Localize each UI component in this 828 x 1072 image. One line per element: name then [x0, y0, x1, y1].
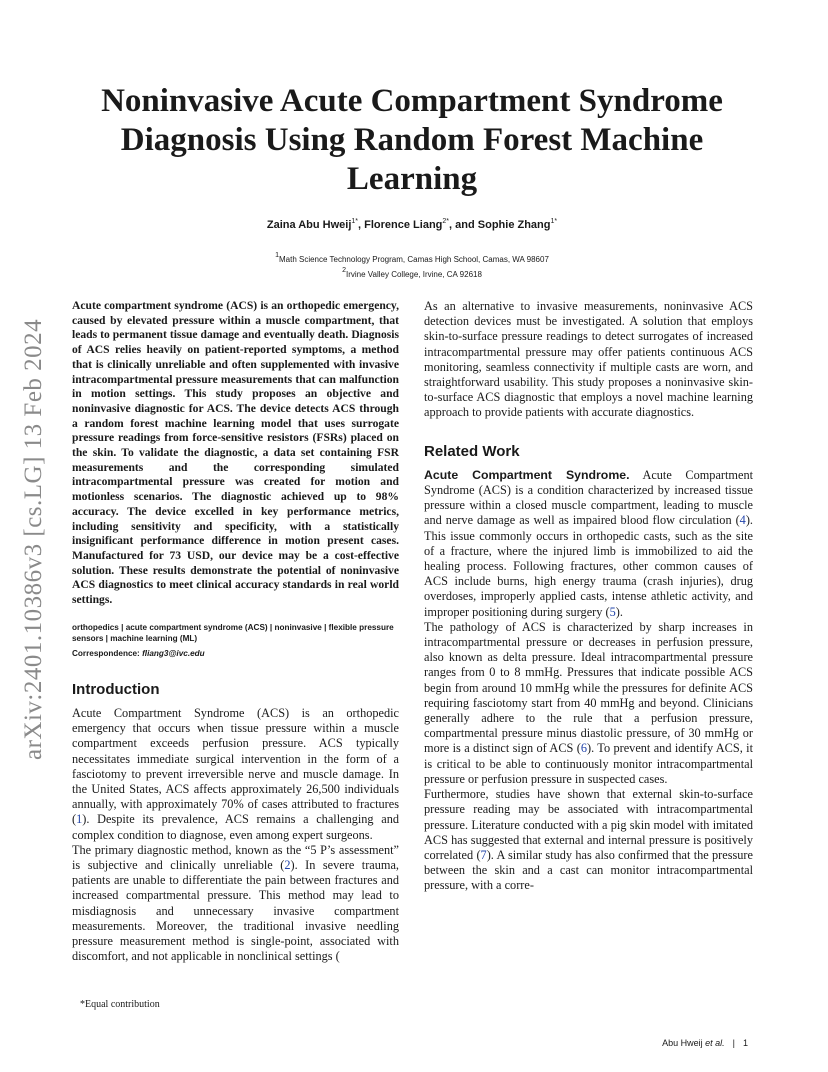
- author-mark: 1*: [351, 218, 359, 225]
- related-work-paragraph: Acute Compartment Syndrome. Acute Compartment Syndrome (ACS) is a condition characterized by increased tissue pressure within a closed muscle compartment, leading to muscle and nerve damage as well as impaired blood flow circulation (4). This issue commonly occurs in orthopedic casts, such as the site of a fracture, where the injured limb is immobilized to aid the healing process. Following fractures, other common causes of ACS include burns, high energy trauma (crash injuries), drug overdoses, improperly applied casts, intense athletic activity, and improper positioning during surgery (5).: [424, 467, 754, 619]
- right-column: [424, 299, 753, 894]
- citation-link[interactable]: 2: [284, 858, 291, 872]
- abstract: Acute compartment syndrome (ACS) is an orthopedic emergency, caused by elevated pressure within a muscle compartment, that leads to permanent tissue damage and eventually death. Diagnosis of ACS relies heavily on patient-reported symptoms, a method that is clinically unreliable and often supplemented with invasive intracompartmental pressure measurements that can malfunction in motion settings. This study proposes an objective and noninvasive diagnostic for ACS. The device detects ACS through a random forest machine learning model that uses surrogate pressure readings from force-sensitive resistors (FSRs) placed on the skin. To validate the diagnostic, a data set containing FSR measurements and the corresponding simulated intracompartmental pressure was created for motion and motionless scenarios. The diagnostic achieved up to 98% accuracy. The device excelled in key performance metrics, including sensitivity and specificity, with a statistically insignificant performance difference in motion present cases. Manufactured for 73 USD, our device may be a cost-effective solution. These results demonstrate the potential of noninvasive ACS diagnostics to meet clinical accuracy standards in real world settings.: [72, 299, 399, 607]
- left-column: [72, 299, 399, 964]
- correspondence-email[interactable]: fliang3@ivc.edu: [142, 648, 205, 658]
- page-footer: Abu Hweij et al. | 1: [662, 1038, 748, 1048]
- citation-link[interactable]: 6: [580, 741, 587, 756]
- citation-link[interactable]: 5: [609, 604, 616, 619]
- related-work-paragraph: The pathology of ACS is characterized by sharp increases in intracompartmental pressure or decreases in perfusion pressure, also known as delta pressure. Ideal intracompartmental pressure ranges from 0 to 8 mmHg. Pressures that indicate possible ACS begin from around 10 mmHg while the pressures for definite ACS requiring fasciotomy start from 40 mmHg and beyond. Clinicians generally adhere to the rule that a perfusion pressure, compartmental pressure minus diastolic pressure, of 30 mmHg or more is a distinct sign of ACS (6). To prevent and identify ACS, it is critical to be able to continuously monitor intracompartmental pressure or perfusion pressure in suspected cases.: [424, 619, 753, 786]
- author-mark: 2*: [442, 218, 450, 225]
- citation-link[interactable]: 7: [480, 847, 487, 862]
- paragraph-heading: Acute Compartment Syndrome.: [424, 467, 630, 482]
- related-work-paragraph: Furthermore, studies have shown that external skin-to-surface pressure reading may be associated with intracompartmental pressure. Literature conducted with a pig skin model with imitated ACS has suggested that external and internal pressure is positively correlated (7). A similar study has also confirmed that the pressure between the skin and a cast can monitor intracompartmental pressure, with a corre-: [424, 787, 753, 893]
- keywords: orthopedics | acute compartment syndrome (ACS) | noninvasive | flexible pressure sensors | machine learning (ML): [72, 622, 394, 643]
- citation-link[interactable]: 1: [76, 812, 83, 827]
- correspondence: Correspondence: fliang3@ivc.edu: [72, 648, 205, 658]
- intro-paragraph: The primary diagnostic method, known as the “5 P’s assessment” is subjective and clinically unreliable (2). In severe trauma, patients are unable to differentiate the pain between fractures and increased compartmental pressure. This method may lead to misdiagnosis and unnecessary invasive compartment measurements. Moreover, the traditional invasive needling pressure measurement method is single-point, associated with discomfort, and not applicable in nonclinical settings (: [72, 842, 399, 964]
- author-list: Zaina Abu Hweij$^{1*}$, Florence Liang$^{2*}$, and Sophie Zhang$^{1*}$: [266, 218, 558, 231]
- affiliations: [72, 250, 752, 280]
- author-name: Florence Liang: [364, 219, 443, 231]
- footnote: *Equal contribution: [80, 999, 160, 1010]
- author-mark: 1*: [550, 218, 558, 225]
- citation-link[interactable]: 4: [739, 513, 746, 528]
- intro-paragraph: As an alternative to invasive measurements, noninvasive ACS detection devices must be investigated. A solution that employs skin-to-surface pressure readings to detect surrogates of increased intracompartmental pressure may offer patients continuous ACS monitoring, seamless connectivity if multiple casts are worn, and straightforward usability. This study proposes a noninvasive skin-to-surface ACS diagnostic that employs a novel machine learning approach to provide patients with accurate diagnostics.: [424, 299, 753, 420]
- author-name: Zaina Abu Hweij: [266, 219, 352, 231]
- arxiv-identifier: arXiv:2401.10386v3 [cs.LG] 13 Feb 2024: [20, 318, 47, 760]
- paper-title: Noninvasive Acute Compartment Syndrome Diagnosis Using Random Forest Machine Learning: [101, 83, 723, 197]
- affiliation-line: $^2$Irvine Valley College, Irvine, CA 92618: [342, 267, 482, 279]
- author-name: Sophie Zhang: [477, 219, 551, 231]
- intro-paragraph: Acute Compartment Syndrome (ACS) is an orthopedic emergency that occurs when tissue pressure within a muscle compartment exceeds perfusion pressure. ACS typically necessitates immediate surgical intervention in the form of a fasciotomy to prevent irreversible nerve and muscle damage. In the United States, ACS affects approximately 26,500 individuals annually, with approximately 70% of cases attributed to fractures (1). Despite its prevalence, ACS remains a challenging and complex condition to diagnose, even among expert surgeons.: [72, 705, 399, 842]
- affiliation-line: $^1$Math Science Technology Program, Camas High School, Camas, WA 98607: [275, 252, 549, 264]
- page-number: 1: [742, 1038, 748, 1048]
- related-work-heading: Related Work: [424, 442, 520, 460]
- introduction-heading: Introduction: [72, 680, 160, 698]
